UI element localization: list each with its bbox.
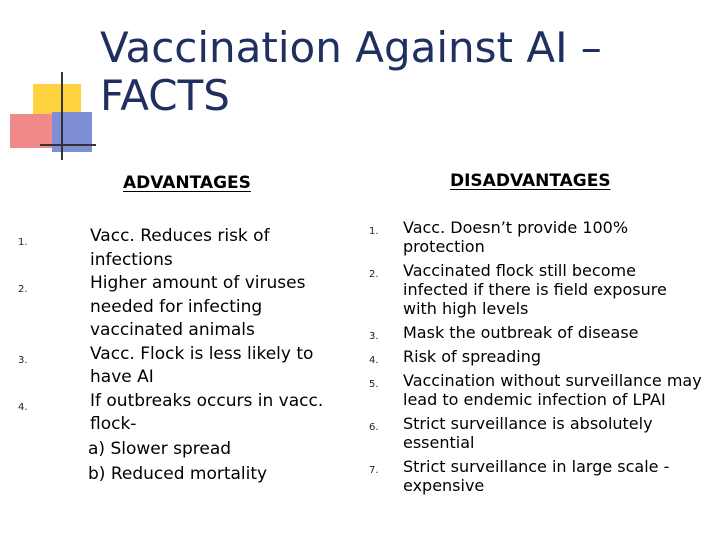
item-text: If outbreaks occurs in vacc. flock-: [90, 390, 324, 434]
item-text: Vaccinated flock still become infected if there is field exposure with high levels: [403, 261, 667, 318]
item-number: 1.: [369, 226, 379, 237]
item-number: 3.: [369, 331, 379, 342]
list-item: [18, 343, 345, 390]
disadvantages-list: [369, 218, 703, 500]
item-text: Strict surveillance is absolutely essential: [403, 414, 653, 452]
list-item: [369, 371, 703, 409]
list-item: [18, 390, 345, 437]
item-text: Risk of spreading: [403, 347, 542, 366]
decor-red-square: [10, 114, 52, 148]
item-number: 1.: [18, 237, 28, 248]
decor-blue-square: [52, 112, 92, 152]
item-text: Mask the outbreak of disease: [403, 323, 639, 342]
item-text: Vacc. Flock is less likely to have AI: [90, 343, 314, 387]
slide-title: Vaccination Against AI – FACTS: [100, 23, 602, 120]
item-number: 7.: [369, 465, 379, 476]
item-text: Vacc. Doesn’t provide 100% protection: [403, 218, 629, 256]
advantages-list: [18, 225, 345, 437]
list-item: [369, 414, 703, 452]
item-number: 6.: [369, 422, 379, 433]
sub-item-reduced-mortality: b) Reduced mortality: [88, 464, 268, 484]
item-number: 4.: [369, 355, 379, 366]
list-item: [18, 272, 345, 343]
list-item: [369, 457, 703, 495]
list-item: [369, 323, 703, 342]
item-text: Strict surveillance in large scale - expensive: [403, 457, 670, 495]
item-number: 3.: [18, 354, 28, 366]
list-item: [369, 218, 703, 256]
list-item: [369, 261, 703, 318]
decor-horizontal-line: [40, 144, 96, 146]
list-item: [18, 225, 345, 272]
item-text: Vaccination without surveillance may lead to endemic infection of LPAI: [403, 371, 702, 409]
disadvantages-heading: DISADVANTAGES: [450, 171, 611, 191]
item-text: Vacc. Reduces risk of infections: [90, 226, 270, 270]
sub-item-slower-spread: a) Slower spread: [88, 439, 232, 459]
list-item: [369, 347, 703, 366]
item-number: 2.: [18, 284, 28, 295]
item-number: 5.: [369, 379, 379, 390]
decor-vertical-line: [61, 72, 63, 160]
item-text: Higher amount of viruses needed for infecting vaccinated animals: [90, 273, 306, 340]
advantages-heading: ADVANTAGES: [123, 173, 251, 193]
item-number: 4.: [18, 401, 28, 413]
item-number: 2.: [369, 269, 379, 280]
